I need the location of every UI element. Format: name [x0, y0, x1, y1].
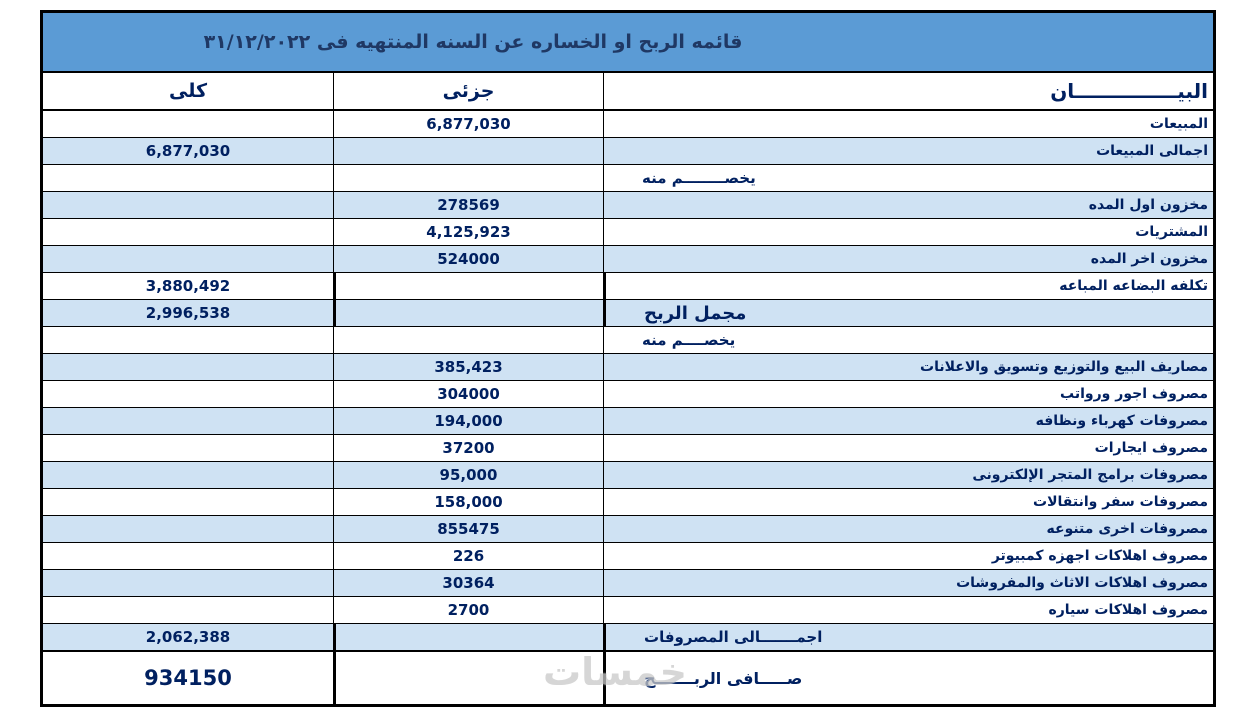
row-label: المبيعات: [1149, 116, 1208, 132]
partial-cell: [333, 435, 603, 461]
partial-cell: [333, 652, 603, 704]
column-header-description-label: البيـــــــــــــــان: [1050, 79, 1208, 103]
row-label: مصروفات سفر وانتقالات: [1033, 494, 1208, 510]
total-cell: [43, 624, 333, 650]
total-value: 2,996,538: [145, 304, 231, 322]
partial-value: 158,000: [434, 493, 503, 511]
total-cell: [43, 111, 333, 137]
total-cell: [43, 327, 333, 353]
partial-cell: [333, 462, 603, 488]
column-header-total-label: كلى: [168, 80, 208, 102]
partial-value: 4,125,923: [426, 223, 511, 241]
table-row: [43, 219, 1213, 246]
table-title-bar: [43, 13, 1213, 73]
total-cell: [43, 246, 333, 272]
profit-loss-table: [40, 10, 1216, 707]
total-cell: [43, 165, 333, 191]
row-label: مصروف اهلاكات سياره: [1048, 602, 1208, 618]
description-cell: [603, 435, 1213, 461]
total-cell: [43, 300, 333, 326]
description-cell: [603, 408, 1213, 434]
table-row: [43, 516, 1213, 543]
row-label: مصروف اهلاكات اجهزه كمبيوتر: [991, 548, 1208, 564]
row-label: صـــــافى الربـــــــح: [644, 668, 803, 688]
column-header-description: [603, 73, 1213, 109]
table-row: [43, 165, 1213, 192]
table-row: [43, 354, 1213, 381]
row-label: اجمالى المبيعات: [1096, 143, 1208, 159]
total-value: 934150: [144, 666, 232, 690]
table-row: [43, 489, 1213, 516]
total-value: 3,880,492: [145, 277, 231, 295]
partial-cell: [333, 354, 603, 380]
row-label: مصروف ايجارات: [1094, 440, 1208, 456]
table-row: [43, 192, 1213, 219]
description-cell: [603, 219, 1213, 245]
total-cell: [43, 219, 333, 245]
table-body: [43, 111, 1213, 704]
description-cell: [603, 273, 1213, 299]
partial-cell: [333, 408, 603, 434]
column-header-partial: [333, 73, 603, 109]
description-cell: [603, 516, 1213, 542]
total-cell: [43, 408, 333, 434]
description-cell: [603, 354, 1213, 380]
partial-value: 6,877,030: [426, 115, 511, 133]
description-cell: [603, 543, 1213, 569]
partial-value: 30364: [442, 574, 495, 592]
description-cell: [603, 111, 1213, 137]
partial-value: 194,000: [434, 412, 503, 430]
row-label: مصروف اهلاكات الاثاث والمفروشات: [956, 575, 1208, 591]
column-header-total: [43, 73, 333, 109]
total-cell: [43, 138, 333, 164]
partial-cell: [333, 597, 603, 623]
table-row: [43, 111, 1213, 138]
total-cell: [43, 192, 333, 218]
total-value: 2,062,388: [145, 628, 231, 646]
description-cell: [603, 652, 1213, 704]
partial-cell: [333, 165, 603, 191]
row-label: يخصــــم منه: [642, 331, 736, 349]
row-label: تكلفه البضاعه المباعه: [1059, 278, 1208, 294]
table-row: [43, 462, 1213, 489]
partial-cell: [333, 489, 603, 515]
row-label: مصروفات كهرباء ونظافه: [1035, 413, 1208, 429]
description-cell: [603, 192, 1213, 218]
total-cell: [43, 273, 333, 299]
partial-cell: [333, 111, 603, 137]
description-cell: [603, 624, 1213, 650]
row-label: مخزون اخر المده: [1090, 251, 1208, 267]
total-cell: [43, 570, 333, 596]
row-label: مصروفات اخرى متنوعه: [1046, 521, 1208, 537]
description-cell: [603, 381, 1213, 407]
partial-value: 855475: [437, 520, 500, 538]
partial-value: 524000: [437, 250, 500, 268]
table-row: [43, 300, 1213, 327]
table-row: [43, 435, 1213, 462]
watermark: خمسات: [543, 650, 687, 694]
partial-value: 278569: [437, 196, 500, 214]
total-cell: [43, 354, 333, 380]
total-cell: [43, 462, 333, 488]
table-row: [43, 651, 1213, 704]
row-label: المشتريات: [1135, 224, 1208, 240]
description-cell: [603, 246, 1213, 272]
partial-cell: [333, 300, 603, 326]
table-row: [43, 246, 1213, 273]
partial-cell: [333, 219, 603, 245]
row-label: اجمـــــــالى المصروفات: [644, 628, 823, 646]
partial-cell: [333, 543, 603, 569]
partial-value: 226: [452, 547, 485, 565]
table-title: قائمه الربح او الخساره عن السنه المنتهيه فى ٣١/١٢/٢٠٢٢: [203, 31, 743, 53]
row-label: مصروف اجور ورواتب: [1060, 386, 1208, 402]
row-label: مصاريف البيع والتوزيع وتسويق والاعلانات: [920, 359, 1208, 375]
partial-value: 304000: [437, 385, 500, 403]
partial-cell: [333, 570, 603, 596]
partial-cell: [333, 516, 603, 542]
partial-cell: [333, 192, 603, 218]
table-row: [43, 543, 1213, 570]
partial-cell: [333, 246, 603, 272]
partial-value: 385,423: [434, 358, 503, 376]
table-row: [43, 597, 1213, 624]
total-cell: [43, 597, 333, 623]
table-row: [43, 327, 1213, 354]
total-cell: [43, 652, 333, 704]
description-cell: [603, 300, 1213, 326]
table-row: [43, 570, 1213, 597]
total-cell: [43, 489, 333, 515]
partial-value: 37200: [442, 439, 495, 457]
row-label: مصروفات برامج المتجر الإلكترونى: [972, 467, 1208, 483]
description-cell: [603, 138, 1213, 164]
partial-cell: [333, 273, 603, 299]
description-cell: [603, 462, 1213, 488]
partial-value: 95,000: [439, 466, 498, 484]
total-cell: [43, 381, 333, 407]
partial-cell: [333, 327, 603, 353]
column-header-partial-label: جزئى: [442, 80, 495, 102]
description-cell: [603, 165, 1213, 191]
table-row: [43, 273, 1213, 300]
table-row: [43, 138, 1213, 165]
table-header-row: [43, 73, 1213, 111]
partial-value: 2700: [447, 601, 490, 619]
row-label: مخزون اول المده: [1088, 197, 1208, 213]
description-cell: [603, 570, 1213, 596]
description-cell: [603, 597, 1213, 623]
table-row: [43, 624, 1213, 651]
description-cell: [603, 327, 1213, 353]
total-cell: [43, 435, 333, 461]
table-row: [43, 408, 1213, 435]
partial-cell: [333, 624, 603, 650]
table-row: [43, 381, 1213, 408]
total-cell: [43, 516, 333, 542]
row-label: مجمل الربح: [644, 302, 747, 324]
total-cell: [43, 543, 333, 569]
total-value: 6,877,030: [145, 142, 231, 160]
row-label: يخصــــــــم منه: [642, 169, 756, 187]
partial-cell: [333, 381, 603, 407]
partial-cell: [333, 138, 603, 164]
description-cell: [603, 489, 1213, 515]
